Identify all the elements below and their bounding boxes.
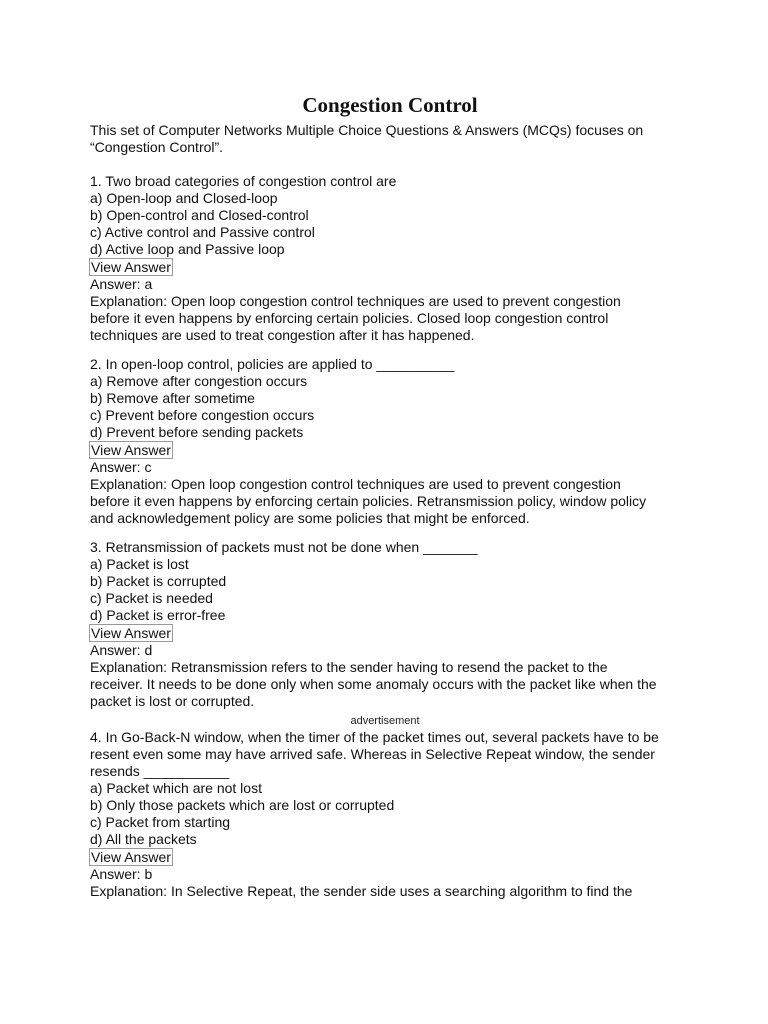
option-a: a) Open-loop and Closed-loop xyxy=(90,190,278,206)
option-c: c) Packet from starting xyxy=(90,814,231,830)
option-d: d) All the packets xyxy=(90,831,197,847)
question-text: 3. Retransmission of packets must not be done when _______ xyxy=(90,539,478,555)
page-title: Congestion Control xyxy=(302,93,478,117)
explanation-line: and acknowledgement policy are some policies that might be enforced. xyxy=(90,510,530,526)
answer-text: Answer: a xyxy=(90,276,153,292)
question-block-2 xyxy=(90,356,690,527)
option-d: d) Packet is error-free xyxy=(90,607,226,623)
advertisement-label: advertisement xyxy=(350,715,420,727)
option-b: b) Remove after sometime xyxy=(90,390,255,406)
view-answer-button[interactable]: View Answer xyxy=(91,625,171,641)
question-block-1 xyxy=(90,173,690,344)
option-a: a) Packet is lost xyxy=(90,556,189,572)
answer-text: Answer: b xyxy=(90,866,153,882)
explanation-line: Explanation: Open loop congestion control techniques are used to prevent congestion xyxy=(90,293,621,309)
question-text: 1. Two broad categories of congestion control are xyxy=(90,173,397,189)
option-a: a) Packet which are not lost xyxy=(90,780,262,796)
explanation-line: Explanation: Open loop congestion control techniques are used to prevent congestion xyxy=(90,476,621,492)
option-b: b) Open-control and Closed-control xyxy=(90,207,309,223)
option-c: c) Prevent before congestion occurs xyxy=(90,407,315,423)
explanation-line: before it even happens by enforcing certain policies. Retransmission policy, window policy xyxy=(90,493,647,509)
document-page xyxy=(90,92,690,900)
question-block-3 xyxy=(90,539,690,710)
intro-line: “Congestion Control”. xyxy=(90,139,224,155)
question-block-4 xyxy=(90,729,690,900)
intro-line: This set of Computer Networks Multiple Choice Questions & Answers (MCQs) focuses on xyxy=(90,122,644,138)
intro-paragraph xyxy=(90,122,690,156)
explanation-line: Explanation: Retransmission refers to the sender having to resend the packet to the xyxy=(90,659,608,675)
explanation-line: before it even happens by enforcing certain policies. Closed loop congestion control xyxy=(90,310,609,326)
option-c: c) Active control and Passive control xyxy=(90,224,315,240)
question-text: 2. In open-loop control, policies are applied to __________ xyxy=(90,356,455,372)
view-answer-button[interactable]: View Answer xyxy=(91,849,171,865)
question-text: resends ___________ xyxy=(90,763,230,779)
option-b: b) Packet is corrupted xyxy=(90,573,227,589)
explanation-line: techniques are used to treat congestion after it has happened. xyxy=(90,327,475,343)
question-text: 4. In Go-Back-N window, when the timer of the packet times out, several packets have to be xyxy=(90,729,659,745)
explanation-line: Explanation: In Selective Repeat, the sender side uses a searching algorithm to find the xyxy=(90,883,633,899)
option-d: d) Active loop and Passive loop xyxy=(90,241,285,257)
explanation-line: receiver. It needs to be done only when some anomaly occurs with the packet like when the xyxy=(90,676,657,692)
view-answer-button[interactable]: View Answer xyxy=(91,259,171,275)
answer-text: Answer: c xyxy=(90,459,152,475)
question-text: resent even some may have arrived safe. Whereas in Selective Repeat window, the sender xyxy=(90,746,655,762)
view-answer-button[interactable]: View Answer xyxy=(91,442,171,458)
option-b: b) Only those packets which are lost or corrupted xyxy=(90,797,395,813)
option-d: d) Prevent before sending packets xyxy=(90,424,304,440)
explanation-line: packet is lost or corrupted. xyxy=(90,693,255,709)
option-c: c) Packet is needed xyxy=(90,590,213,606)
answer-text: Answer: d xyxy=(90,642,153,658)
option-a: a) Remove after congestion occurs xyxy=(90,373,308,389)
